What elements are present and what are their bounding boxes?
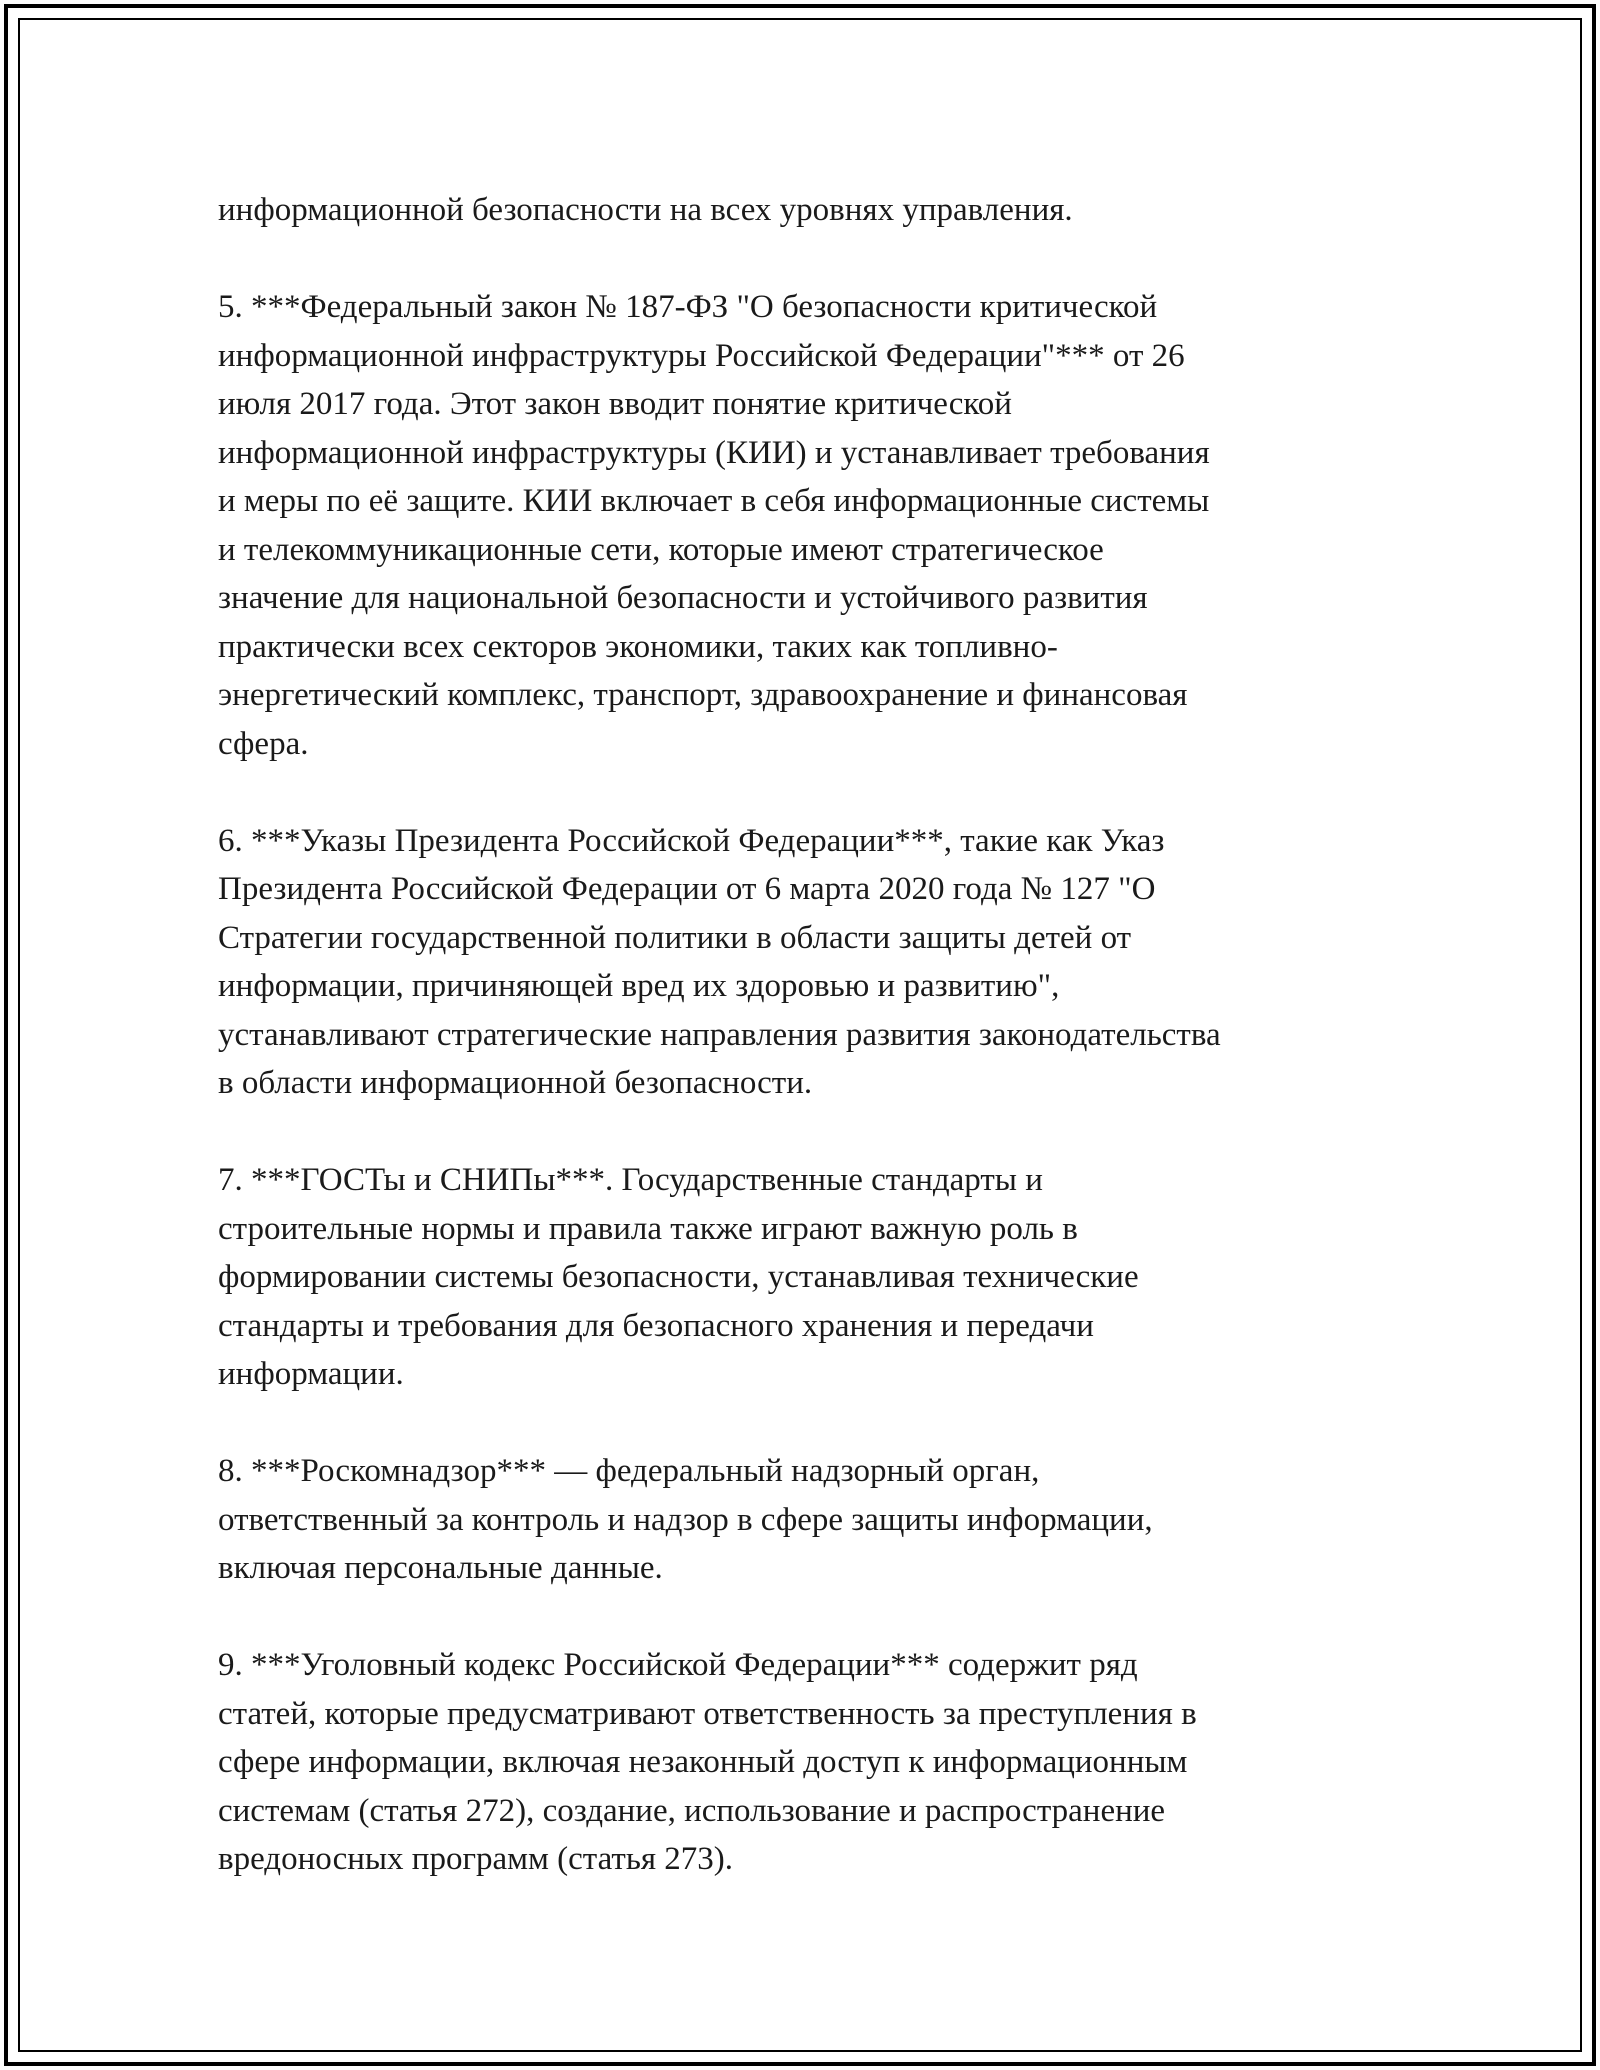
text-line: 7. ***ГОСТы и СНИПы***. Государственные стандарты и	[218, 1162, 1043, 1198]
paragraph-spacer	[218, 1593, 1368, 1642]
text-line: в области информационной безопасности.	[218, 1065, 813, 1101]
text-line: Стратегии государственной политики в области защиты детей от	[218, 919, 1132, 956]
paragraph-item-8	[218, 1447, 1368, 1593]
paragraph-intro-continuation	[218, 186, 1368, 235]
text-line: сфере информации, включая незаконный доступ к информационным	[218, 1744, 1188, 1780]
text-line: включая персональные данные.	[218, 1550, 663, 1586]
text-line: информационной инфраструктуры (КИИ) и устанавливает требования	[218, 434, 1210, 471]
text-line: статей, которые предусматривают ответственность за преступления в	[218, 1695, 1197, 1732]
text-line: энергетический комплекс, транспорт, здравоохранение и финансовая	[218, 677, 1188, 713]
paragraph-spacer	[218, 1399, 1368, 1448]
text-line: 6. ***Указы Президента Российской Федерации***, такие как Указ	[218, 822, 1165, 859]
text-line: информации.	[218, 1356, 404, 1392]
text-line: 9. ***Уголовный кодекс Российской Федерации*** содержит ряд	[218, 1647, 1138, 1683]
text-line: 8. ***Роскомнадзор*** — федеральный надзорный орган,	[218, 1453, 1040, 1489]
document-body	[218, 186, 1368, 1884]
text-line: сфера.	[218, 725, 309, 762]
text-line: ответственный за контроль и надзор в сфере защиты информации,	[218, 1501, 1153, 1538]
text-line: и меры по её защите. КИИ включает в себя информационные системы	[218, 483, 1210, 519]
text-line: и телекоммуникационные сети, которые имеют стратегическое	[218, 531, 1104, 568]
text-line: формировании системы безопасности, устанавливая технические	[218, 1259, 1139, 1295]
text-line: 5. ***Федеральный закон № 187-ФЗ "О безопасности критической	[218, 289, 1158, 325]
text-line: системам (статья 272), создание, использование и распространение	[218, 1792, 1166, 1829]
paragraph-item-5	[218, 283, 1368, 768]
text-line: вредоносных программ (статья 273).	[218, 1841, 734, 1877]
paragraph-item-7	[218, 1156, 1368, 1399]
text-line: информации, причиняющей вред их здоровью и развитию",	[218, 968, 1060, 1004]
text-line: Президента Российской Федерации от 6 марта 2020 года № 127 "О	[218, 871, 1156, 907]
paragraph-spacer	[218, 768, 1368, 817]
paragraph-item-9	[218, 1641, 1368, 1884]
text-line: строительные нормы и правила также играют важную роль в	[218, 1210, 1078, 1247]
paragraph-item-6	[218, 817, 1368, 1108]
paragraph-spacer	[218, 1108, 1368, 1157]
paragraph-spacer	[218, 235, 1368, 284]
text-line: информационной инфраструктуры Российской Федерации"*** от 26	[218, 337, 1185, 374]
text-line: июля 2017 года. Этот закон вводит понятие критической	[218, 386, 1012, 422]
text-line: устанавливают стратегические направления развития законодательства	[218, 1016, 1221, 1053]
text-line: практически всех секторов экономики, таких как топливно-	[218, 628, 1058, 665]
text-line: значение для национальной безопасности и устойчивого развития	[218, 580, 1148, 616]
text-line: стандарты и требования для безопасного хранения и передачи	[218, 1307, 1094, 1344]
text-line: информационной безопасности на всех уровнях управления.	[218, 192, 1073, 228]
